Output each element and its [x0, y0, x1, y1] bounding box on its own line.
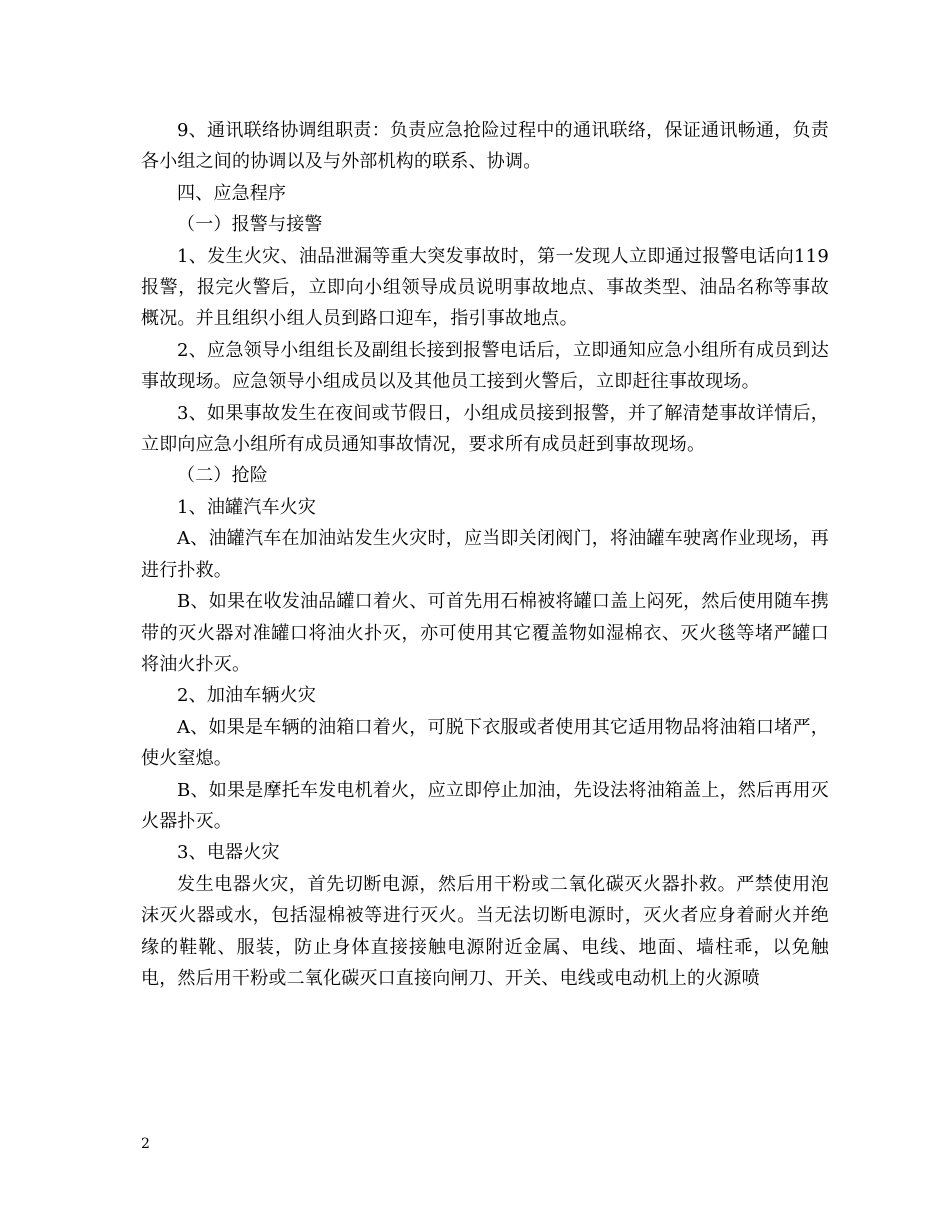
heading-rescue: （二）抢险	[177, 465, 268, 487]
heading-tanker-fire: 1、油罐汽车火灾	[177, 496, 317, 518]
page-number: 2	[141, 1136, 150, 1152]
paragraph-tanker-fire-a: A、油罐汽车在加油站发生火灾时，应当即关闭阀门，将油罐车驶离作业现场，再进行扑救。	[141, 528, 829, 581]
heading-vehicle-fire: 2、加油车辆火灾	[177, 685, 317, 707]
paragraph-comm-group-duty: 9、通讯联络协调组职责：负责应急抢险过程中的通讯联络，保证通讯畅通，负责各小组之间的协调以及与外部机构的联系、协调。	[141, 120, 829, 173]
paragraph-alarm-step-3: 3、如果事故发生在夜间或节假日，小组成员接到报警，并了解清楚事故详情后，立即向应急小组所有成员通知事故情况，要求所有成员赶到事故现场。	[141, 402, 829, 456]
paragraph-electrical-fire: 发生电器火灾，首先切断电源，然后用干粉或二氧化碳灭火器扑救。严禁使用泡沫灭火器或水，包括湿棉被等进行灭火。当无法切断电源时，灭火者应身着耐火并绝缘的鞋靴、服装，防止身体直接接触电源附近金属、电线、地面、墙柱乖，以免触电，然后用干粉或二氧化碳灭口直接向闸刀、开关、电线或电动机上的火源喷	[141, 873, 829, 989]
heading-alarm-receiving: （一）报警与接警	[177, 214, 323, 236]
paragraph-alarm-step-1: 1、发生火灾、油品泄漏等重大突发事故时，第一发现人立即通过报警电话向119报警，报完火警后，立即向小组领导成员说明事故地点、事故类型、油品名称等事故概况。并且组织小组人员到路口迎车，指引事故地点。	[141, 245, 829, 330]
document-body	[141, 115, 829, 994]
heading-emergency-procedure: 四、应急程序	[177, 182, 287, 204]
heading-electrical-fire: 3、电器火灾	[177, 842, 280, 864]
paragraph-vehicle-fire-b: B、如果是摩托车发电机着火，应立即停止加油，先设法将油箱盖上，然后再用灭火器扑灭。	[141, 779, 829, 832]
paragraph-alarm-step-2: 2、应急领导小组组长及副组长接到报警电话后，立即通知应急小组所有成员到达事故现场。应急领导小组成员以及其他员工接到火警后，立即赶往事故现场。	[141, 339, 829, 393]
paragraph-tanker-fire-b: B、如果在收发油品罐口着火、可首先用石棉被将罐口盖上闷死，然后使用随车携带的灭火器对准罐口将油火扑灭，亦可使用其它覆盖物如湿棉衣、灭火毯等堵严罐口将油火扑灭。	[141, 591, 829, 675]
paragraph-vehicle-fire-a: A、如果是车辆的油箱口着火，可脱下衣服或者使用其它适用物品将油箱口堵严，使火窒熄。	[141, 716, 829, 770]
